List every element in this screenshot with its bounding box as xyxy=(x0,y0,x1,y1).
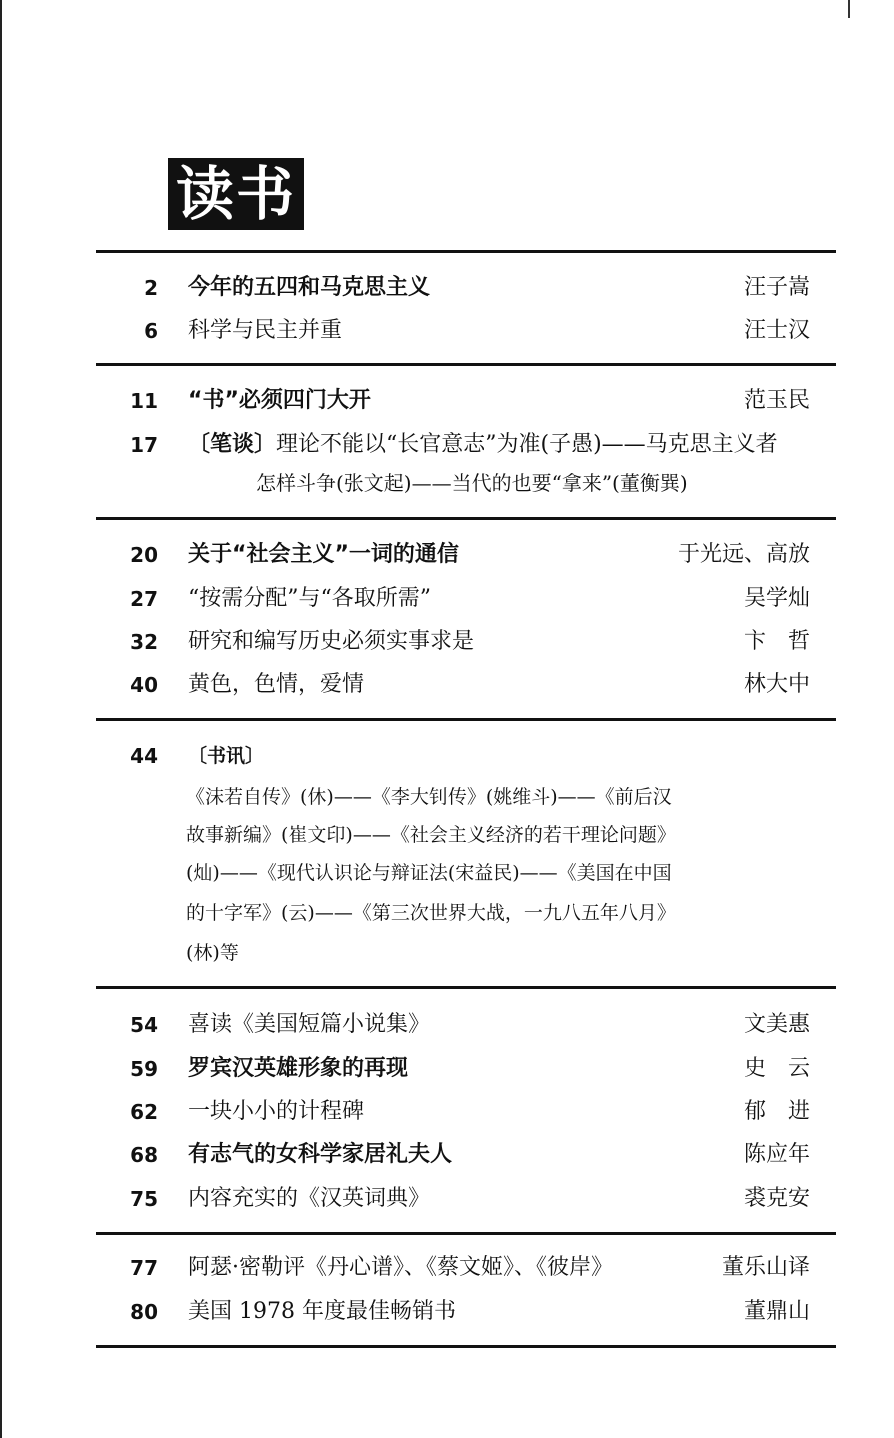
article-author: 陈应年 xyxy=(743,1142,810,1167)
book-news-line: (灿)——《现代认识论与辩证法(宋益民)——《美国在中国 xyxy=(186,862,672,884)
article-title: 美国 1978 年度最佳畅销书 xyxy=(188,1299,456,1324)
divider-rule xyxy=(96,250,836,253)
page-number: 6 xyxy=(144,319,158,343)
section-tag: 〔笔谈〕 xyxy=(188,432,277,457)
divider-rule xyxy=(96,1232,836,1235)
forum-line: 怎样斗争(张文起)——当代的也要“拿来”(董衡巽) xyxy=(256,471,688,495)
article-author: 董鼎山 xyxy=(743,1299,810,1324)
forum-first-line xyxy=(188,425,778,465)
divider-rule xyxy=(96,718,836,721)
article-title: 阿瑟·密勒评《丹心谱》、《蔡文姬》、《彼岸》 xyxy=(188,1255,613,1280)
article-author: 范玉民 xyxy=(743,388,810,413)
book-news-line: (林)等 xyxy=(186,942,239,964)
divider-rule xyxy=(96,517,836,520)
toc-entry-book-news[interactable] xyxy=(96,736,810,776)
article-title: 科学与民主并重 xyxy=(188,318,343,343)
toc-entry[interactable] xyxy=(96,311,810,351)
article-title: 有志气的女科学家居礼夫人 xyxy=(188,1142,453,1167)
article-author: 卞 哲 xyxy=(743,629,810,654)
book-news-line: 故事新编》(崔文印)——《社会主义经济的若干理论问题》 xyxy=(186,824,676,846)
magazine-title: 读书 xyxy=(168,158,304,230)
book-news-line: 的十字军》(云)——《第三次世界大战，一九八五年八月》 xyxy=(186,902,676,924)
page-left-edge xyxy=(0,0,2,1438)
article-author: 董乐山译 xyxy=(721,1255,810,1280)
page-number: 44 xyxy=(130,744,158,768)
page-number: 68 xyxy=(130,1143,158,1167)
toc-entry[interactable] xyxy=(96,1248,810,1288)
page-number: 17 xyxy=(130,433,158,457)
divider-rule xyxy=(96,1345,836,1348)
page-number: 20 xyxy=(130,543,158,567)
article-title: “书”必须四门大开 xyxy=(188,388,371,413)
article-author: 汪士汉 xyxy=(743,318,810,343)
article-author: 史 云 xyxy=(743,1056,810,1081)
page-number: 40 xyxy=(130,673,158,697)
article-author: 裘克安 xyxy=(743,1186,810,1211)
article-author: 吴学灿 xyxy=(743,586,810,611)
toc-entry[interactable] xyxy=(96,1292,810,1332)
toc-entry[interactable] xyxy=(96,1179,810,1219)
article-title: 关于“社会主义”一词的通信 xyxy=(188,542,459,567)
divider-rule xyxy=(96,363,836,366)
article-title: 黄色，色情，爱情 xyxy=(188,672,365,697)
toc-entry[interactable] xyxy=(96,579,810,619)
article-author: 林大中 xyxy=(743,672,810,697)
page-number: 59 xyxy=(130,1057,158,1081)
toc-entry[interactable] xyxy=(96,665,810,705)
article-author: 于光远、高放 xyxy=(677,542,810,567)
forum-line: 理论不能以“长官意志”为准(子愚)——马克思主义者 xyxy=(276,432,778,457)
toc-entry[interactable] xyxy=(96,1049,810,1089)
page-number: 54 xyxy=(130,1013,158,1037)
article-author: 郁 进 xyxy=(743,1099,810,1124)
toc-entry[interactable] xyxy=(96,381,810,421)
toc-entry[interactable] xyxy=(96,1135,810,1175)
article-author: 文美惠 xyxy=(743,1012,810,1037)
toc-entry[interactable] xyxy=(96,1005,810,1045)
section-tag: 〔书讯〕 xyxy=(188,745,265,767)
page-right-edge-mark xyxy=(848,0,850,18)
toc-entry[interactable] xyxy=(96,268,810,308)
divider-rule xyxy=(96,986,836,989)
page-number: 32 xyxy=(130,630,158,654)
page-number: 27 xyxy=(130,587,158,611)
article-title: 今年的五四和马克思主义 xyxy=(188,275,431,300)
book-news-line: 《沫若自传》(休)——《李大钊传》(姚维斗)——《前后汉 xyxy=(186,786,672,808)
article-author: 汪子嵩 xyxy=(743,275,810,300)
toc-entry[interactable] xyxy=(96,622,810,662)
page-number: 11 xyxy=(130,389,158,413)
article-title: 内容充实的《汉英词典》 xyxy=(188,1186,431,1211)
toc-entry-forum[interactable] xyxy=(96,425,810,465)
page-number: 80 xyxy=(130,1300,158,1324)
page-number: 2 xyxy=(144,276,158,300)
article-title: “按需分配”与“各取所需” xyxy=(188,586,431,611)
article-title: 一块小小的计程碑 xyxy=(188,1099,365,1124)
article-title: 喜读《美国短篇小说集》 xyxy=(188,1012,431,1037)
page-number: 77 xyxy=(130,1256,158,1280)
page-number: 75 xyxy=(130,1187,158,1211)
toc-entry[interactable] xyxy=(96,535,810,575)
article-title: 罗宾汉英雄形象的再现 xyxy=(188,1056,409,1081)
page-number: 62 xyxy=(130,1100,158,1124)
article-title: 研究和编写历史必须实事求是 xyxy=(188,629,475,654)
toc-entry[interactable] xyxy=(96,1092,810,1132)
